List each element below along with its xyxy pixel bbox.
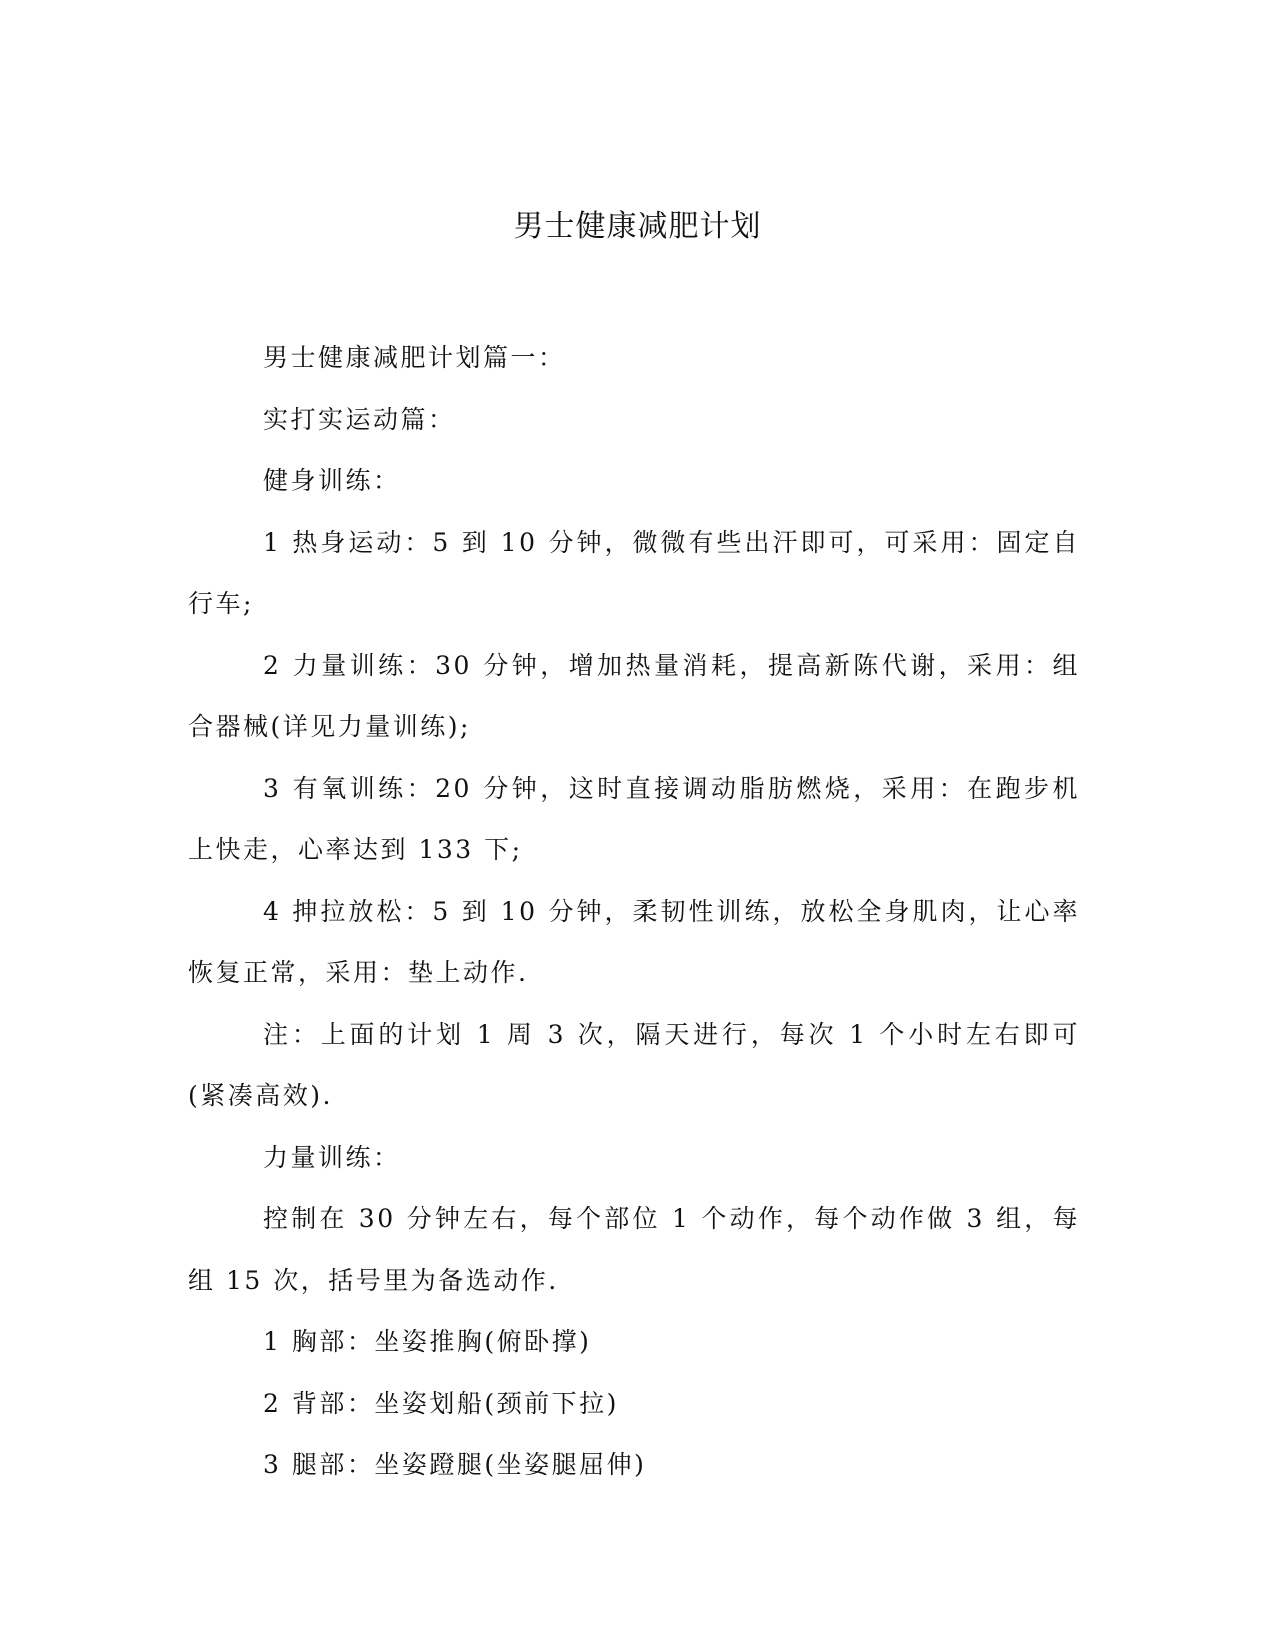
paragraph-strength: 2 力量训练：30 分钟，增加热量消耗，提高新陈代谢，采用：组合器械(详见力量训练); (188, 650, 1080, 741)
paragraph-fitness-heading: 健身训练： (263, 466, 401, 495)
paragraph-strength-rules: 控制在 30 分钟左右，每个部位 1 个动作，每个动作做 3 组，每组 15 次，括号里为备选动作. (188, 1204, 1080, 1295)
paragraph-exercise-heading: 实打实运动篇： (263, 404, 456, 434)
paragraph-aerobic: 3 有氧训练：20 分钟，这时直接调动脂肪燃烧，采用：在跑步机上快走，心率达到 133 下; (188, 773, 1080, 864)
paragraph-back: 2 背部：坐姿划船(颈前下拉) (263, 1388, 619, 1418)
paragraph-warmup: 1 热身运动：5 到 10 分钟，微微有些出汗即可，可采用：固定自行车; (188, 527, 1080, 618)
paragraph-strength-heading: 力量训练： (263, 1142, 401, 1172)
paragraph-section-heading: 男士健康减肥计划篇一： (263, 343, 566, 372)
paragraph-note: 注：上面的计划 1 周 3 次，隔天进行，每次 1 个小时左右即可(紧凑高效). (188, 1019, 1080, 1110)
document-body (188, 327, 1080, 1496)
paragraph-stretch: 4 抻拉放松：5 到 10 分钟，柔韧性训练，放松全身肌肉，让心率恢复正常，采用：垫上动作. (188, 896, 1080, 987)
document-title: 男士健康减肥计划 (513, 209, 762, 244)
paragraph-chest: 1 胸部：坐姿推胸(俯卧撑) (263, 1327, 592, 1356)
paragraph-legs: 3 腿部：坐姿蹬腿(坐姿腿屈伸) (263, 1450, 647, 1479)
